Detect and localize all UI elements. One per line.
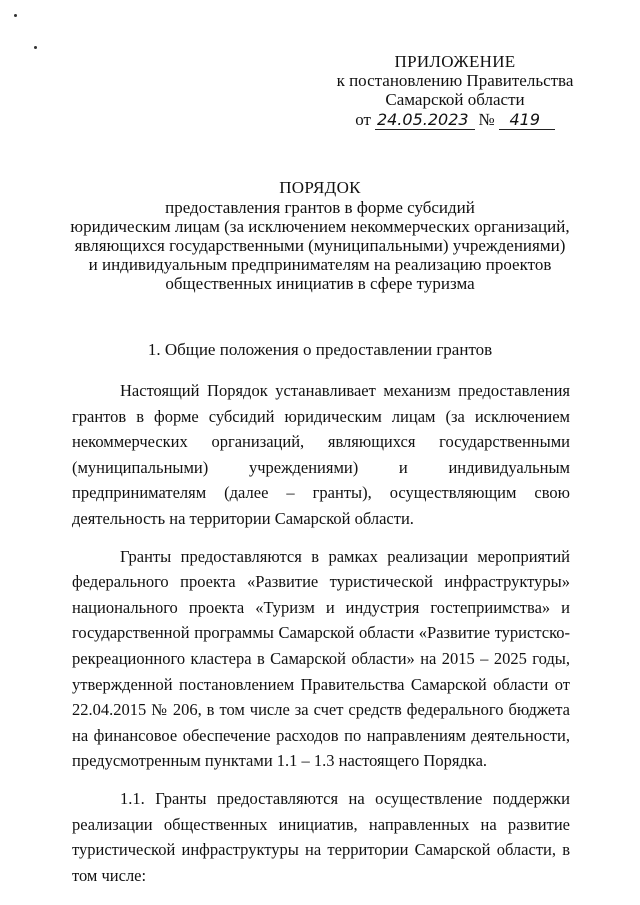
scan-speck	[14, 14, 17, 17]
handwritten-date: 24.05.2023	[375, 111, 475, 130]
title-line: предоставления грантов в форме субсидий	[165, 198, 475, 217]
appendix-line: к постановлению Правительства	[336, 71, 574, 90]
scan-speck	[34, 46, 37, 49]
paragraph: Гранты предоставляются в рамках реализации мероприятий федерального проекта «Развитие туристической инфраструктуры» национального проекта «Туризм и индустрия гостеприимства» и государственной программы Самарской области «Развитие туристско-рекреационного кластера в Самарской области» на 2015 – 2025 годы, утвержденной постановлением Правительства Самарской области от 22.04.2015 № 206, в том числе за счет средств федерального бюджета на финансовое обеспечение расходов по направлениям деятельности, предусмотренным пунктами 1.1 – 1.3 настоящего Порядка.	[72, 546, 570, 771]
handwritten-number: 419	[499, 111, 555, 130]
appendix-heading: ПРИЛОЖЕНИЕ	[394, 52, 516, 71]
section-heading: 1. Общие положения о предоставлении грантов	[147, 340, 493, 359]
appendix-line: Самарской области	[385, 90, 525, 109]
paragraph: Настоящий Порядок устанавливает механизм предоставления грантов в форме субсидий юридическим лицам (за исключением некоммерческих организаций, являющихся государственными (муниципальными) учреждениями) и индивидуальным предпринимателям (далее – гранты), осуществляющим свою деятельность на территории Самарской области.	[72, 381, 570, 528]
number-label: №	[478, 110, 495, 129]
from-label: от	[355, 110, 371, 129]
document-title	[60, 178, 580, 293]
appendix-block	[330, 52, 580, 130]
title-line: общественных инициатив в сфере туризма	[165, 274, 475, 293]
body-text	[72, 378, 570, 900]
title-line: являющихся государственными (муниципальными) учреждениями)	[74, 236, 566, 255]
title-line: юридическим лицам (за исключением некоммерческих организаций,	[70, 217, 570, 236]
paragraph: 1.1. Гранты предоставляются на осуществление поддержки реализации общественных инициатив, направленных на развитие туристической инфраструктуры на территории Самарской области, в том числе:	[72, 788, 570, 885]
appendix-reference	[330, 110, 580, 130]
title-line: и индивидуальным предпринимателям на реализацию проектов	[88, 255, 552, 274]
title-main: ПОРЯДОК	[279, 178, 361, 197]
